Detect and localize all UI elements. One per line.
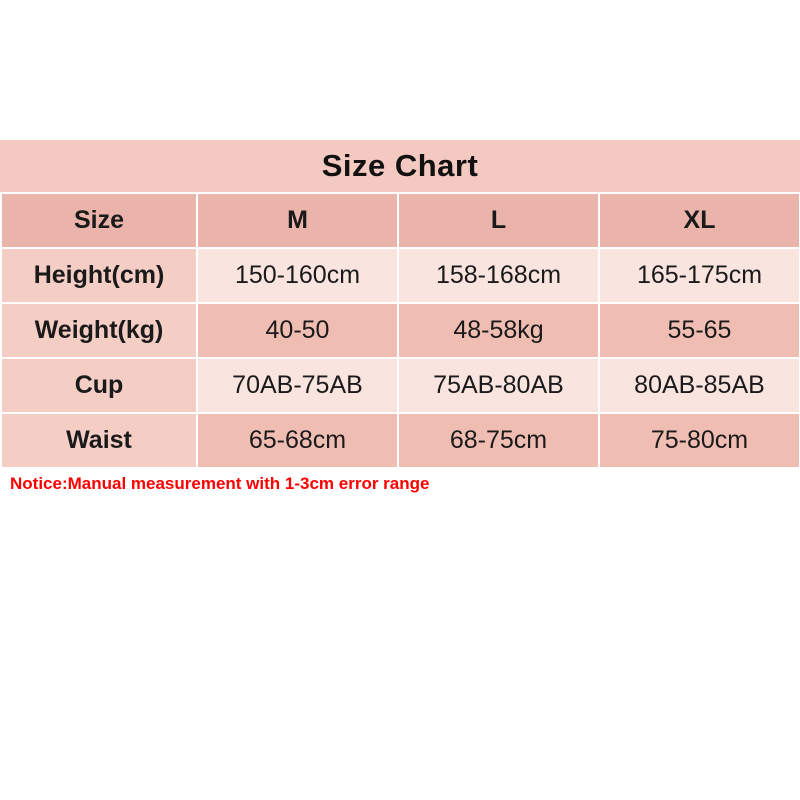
size-chart-block	[0, 140, 800, 495]
cell-height-m: 150-160cm	[197, 248, 398, 303]
cell-cup-m: 70AB-75AB	[197, 358, 398, 413]
table-row	[1, 303, 800, 358]
cell-waist-m: 65-68cm	[197, 413, 398, 468]
row-label-height: Height(cm)	[1, 248, 197, 303]
cell-waist-xl: 75-80cm	[599, 413, 800, 468]
row-label-weight: Weight(kg)	[1, 303, 197, 358]
cell-cup-l: 75AB-80AB	[398, 358, 599, 413]
measurement-notice: Notice:Manual measurement with 1-3cm error range	[10, 474, 430, 493]
table-row	[1, 358, 800, 413]
column-header-xl: XL	[599, 193, 800, 248]
chart-title: Size Chart	[0, 140, 800, 192]
table-row	[1, 413, 800, 468]
cell-waist-l: 68-75cm	[398, 413, 599, 468]
cell-weight-xl: 55-65	[599, 303, 800, 358]
row-label-waist: Waist	[1, 413, 197, 468]
cell-height-l: 158-168cm	[398, 248, 599, 303]
column-header-m: M	[197, 193, 398, 248]
table-header-row	[1, 193, 800, 248]
cell-weight-l: 48-58kg	[398, 303, 599, 358]
cell-cup-xl: 80AB-85AB	[599, 358, 800, 413]
column-header-size: Size	[1, 193, 197, 248]
table-row	[1, 248, 800, 303]
cell-weight-m: 40-50	[197, 303, 398, 358]
column-header-l: L	[398, 193, 599, 248]
size-chart-table	[0, 192, 800, 469]
row-label-cup: Cup	[1, 358, 197, 413]
cell-height-xl: 165-175cm	[599, 248, 800, 303]
